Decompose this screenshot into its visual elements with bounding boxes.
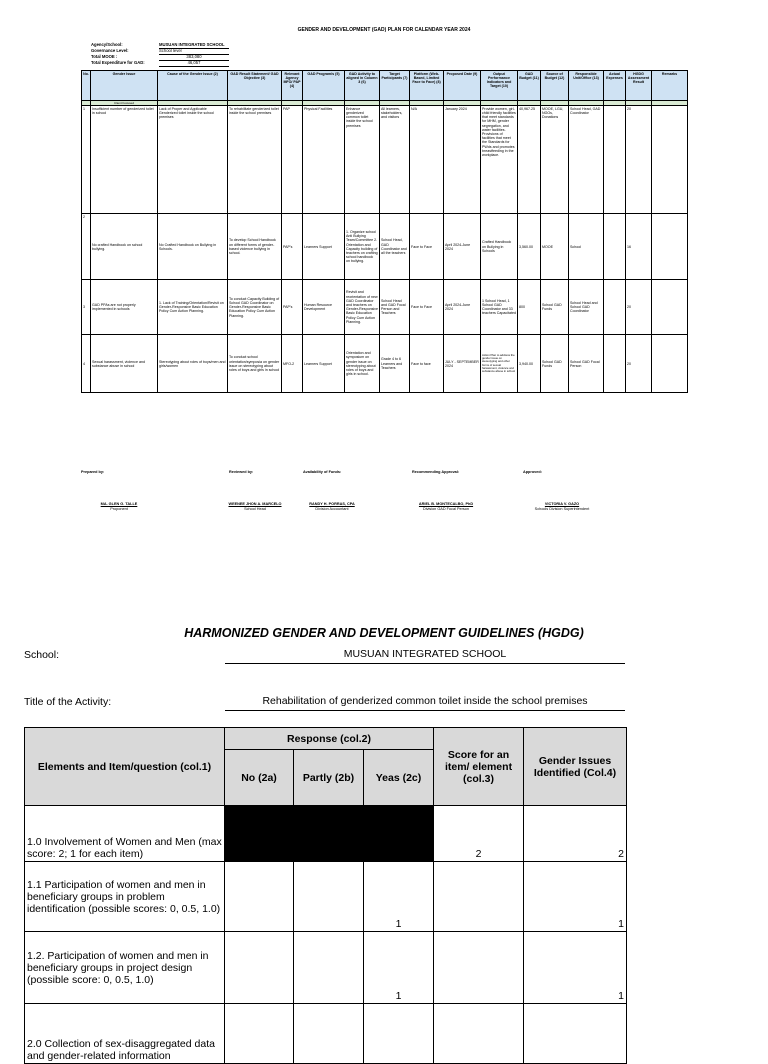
gender-issue-cell: No crafted Handbook on school bullying. (91, 214, 158, 280)
response-header: Response (col.2) (225, 728, 434, 750)
funds-label: Availability of Funds: (303, 470, 342, 474)
signatory-name: RANDY H. PORRAS, CPA (309, 502, 355, 506)
issues-header: Gender Issues Identified (Col.4) (524, 728, 627, 806)
reviewed-by-label: Reviewed by: (229, 470, 254, 474)
issues-cell (524, 1004, 627, 1064)
expenditure-value: 46,057 (159, 60, 229, 67)
col-header: Remarks (652, 71, 688, 101)
mfo-cell: PAP's (282, 280, 303, 335)
participants-cell: School Head, GAD Coordinator and all the teachers (380, 214, 410, 280)
budget-cell: 800 (518, 280, 541, 335)
mfo-cell: PAP's (282, 214, 303, 280)
col-header: Proposed Date (9) (444, 71, 481, 101)
issues-cell: 1 (524, 932, 627, 1004)
partly-header: Partly (2b) (294, 750, 364, 806)
col-header: Gender Issue (91, 71, 158, 101)
table-row (25, 1004, 627, 1064)
table-row (82, 280, 688, 335)
date-cell: April 2024-June 2024 (444, 214, 481, 280)
expenditure-label: Total Expenditure for GAD: (91, 60, 145, 65)
signatory-role: Proponent (110, 507, 128, 511)
hgdg-cell: 16 (626, 214, 652, 280)
col-header: Output Performance Indicators and Target (10) (481, 71, 518, 101)
mooe-label: Total MOOE : (91, 54, 118, 59)
objective-cell: To conduct school orientation/symposia on gender issue on stereotyping about roles of boys and girls in school (228, 335, 282, 393)
source-cell: School GAD Funds (541, 280, 569, 335)
remarks-cell (652, 214, 688, 280)
response-partly-cell (294, 1004, 364, 1064)
band-label: Client Focused (91, 101, 158, 106)
row-no: 4 (82, 335, 91, 393)
table-row (25, 862, 627, 932)
response-partly-cell (294, 862, 364, 932)
score-cell (434, 1004, 524, 1064)
response-no-cell (225, 806, 294, 862)
table-row (82, 335, 688, 393)
participants-cell: School Head and GAD Focal Person and Teachers (380, 280, 410, 335)
hgdg-cell: 20 (626, 335, 652, 393)
participants-cell: All learners, stakeholders, and visitors (380, 106, 410, 214)
budget-cell: 40,967.25 (518, 106, 541, 214)
score-header: Score for an item/ element (col.3) (434, 728, 524, 806)
response-yes-cell: 1 (364, 932, 434, 1004)
actual-cell (604, 106, 626, 214)
table-row (82, 214, 688, 280)
date-cell: April 2024-June 2024 (444, 280, 481, 335)
no-header: No (2a) (225, 750, 294, 806)
objective-cell: To conduct Capacity Building of School GAD Coordinator on Gender-Responsive Basic Education Policy Cum Action Planning. (228, 280, 282, 335)
activity-cell: Orientation and symposium on gender issue on stereotyping about roles of boys and girls in school. (345, 335, 380, 393)
response-yes-cell (364, 1004, 434, 1064)
agency-value: MUSUAN INTEGRATED SCHOOL (159, 42, 229, 49)
response-yes-cell: 1 (364, 862, 434, 932)
agency-label: Agency/School: (91, 42, 123, 47)
mooe-value: 383,080 (159, 54, 229, 61)
signatory-role: School Head (244, 507, 266, 511)
governance-value: School level (159, 48, 229, 55)
activity-cell: Enhance genderized common toilet inside the school premises (345, 106, 380, 214)
output-cell: 1 School Head, 1 School GAD Coordinator and 33 teachers Capacitated (481, 280, 518, 335)
budget-cell: 3,940.00 (518, 335, 541, 393)
response-partly-cell (294, 806, 364, 862)
col-header: HGDG Assessment Result (626, 71, 652, 101)
output-cell: Action Plan to address the gender issue on stereotyping and other forms of sexual harassment, violence and substance abuse in school (481, 335, 518, 393)
response-no-cell (225, 1004, 294, 1064)
program-cell: Physical Facilities (303, 106, 345, 214)
mfo-cell: PAP (282, 106, 303, 214)
gad-plan-title: GENDER AND DEVELOPMENT (GAD) PLAN FOR CALENDAR YEAR 2024 (297, 27, 471, 33)
gender-issue-cell: Insufficient number of genderized toilet in school (91, 106, 158, 214)
issues-cell: 2 (524, 806, 627, 862)
row-no: 3 (82, 280, 91, 335)
col-header: Relevant Agency MFO/ PAP (4) (282, 71, 303, 101)
signatory-name: VICTORIA V. GAZO (544, 502, 580, 506)
activity-cell: 1. Organize school Anti Bullying Team/Committee 2. Orientation and Capacity building of teachers on crafting school handbook on bullying. (345, 214, 380, 280)
score-cell (434, 862, 524, 932)
date-cell: JULY - SEPTEMBER 2024 (444, 335, 481, 393)
platform-cell: N/A (410, 106, 444, 214)
output-cell: Provide women, girl-child friendly facilities that meet standards for MHM, gender segregation, and water facilities. Provisions of facilities that meet the Standards for PWds and promotes breastfeeding in the workplace. (481, 106, 518, 214)
objective-cell: To develop School Handbook on different forms of gender-based violence bullying in school. (228, 214, 282, 280)
activity-cell: Revisit and reorientation of new GAD Coordinator and teachers on Gender-Responsive Basic Education Policy Cum Action Planning. (345, 280, 380, 335)
date-cell: January 2024 (444, 106, 481, 214)
program-cell: Human Resource Development (303, 280, 345, 335)
source-cell: MOOE (541, 214, 569, 280)
response-yes-cell (364, 806, 434, 862)
platform-cell: Face to face (410, 335, 444, 393)
remarks-cell (652, 280, 688, 335)
gender-issue-cell: Sexual harassment, violence and substance abuse in school (91, 335, 158, 393)
recommending-label: Recommending Approval: (412, 470, 460, 474)
signatory-name: ARIEL B. MONTECALBO, PhD (418, 502, 474, 506)
source-cell: MOOE, LGU, NGOs, Donations (541, 106, 569, 214)
hgdg-cell: 20 (626, 280, 652, 335)
cause-cell: No Crafted Handbook on Bullying in Schools. (158, 214, 228, 280)
school-value: MUSUAN INTEGRATED SCHOOL (225, 648, 625, 664)
gender-issue-cell: GAD PPAs are not properly implemented in schools (91, 280, 158, 335)
responsible-cell: School Head and School GAD Coordinator (569, 280, 604, 335)
col-header: GAD Result Statement/ GAD Objective (3) (228, 71, 282, 101)
element-text: 1.1 Participation of women and men in beneficiary groups in problem identification (possible scores: 0, 0.5, 1.0) (25, 862, 225, 932)
responsible-cell: School (569, 214, 604, 280)
responsible-cell: School GAD Focal Person (569, 335, 604, 393)
element-text: 1.0 Involvement of Women and Men (max score: 2; 1 for each item) (25, 806, 225, 862)
actual-cell (604, 280, 626, 335)
col-header: Platform (Web-Based, Limited Face to Face) (8) (410, 71, 444, 101)
signatory-role: Division GAD Focal Person (422, 507, 469, 511)
participants-cell: Grade 4 to 6 Learners and Teachers (380, 335, 410, 393)
table-row (25, 806, 627, 862)
hgdg-cell: 20 (626, 106, 652, 214)
hgdg-title: HARMONIZED GENDER AND DEVELOPMENT GUIDELINES (HGDG) (184, 626, 584, 640)
col-header: GAD Activity to aligned in Column 3 (6) (345, 71, 380, 101)
activity-title-value: Rehabilitation of genderized common toilet inside the school premises (225, 695, 625, 711)
remarks-cell (652, 335, 688, 393)
objective-cell: To rehabilitate genderized toilet inside the school premises (228, 106, 282, 214)
platform-cell: Face to Face (410, 280, 444, 335)
program-cell: Learners Support (303, 214, 345, 280)
activity-title-label: Title of the Activity: (24, 696, 112, 708)
score-cell: 2 (434, 806, 524, 862)
school-label: School: (24, 649, 60, 661)
actual-cell (604, 214, 626, 280)
signatory-name: WEENEE JHON A. MARCELO (228, 502, 282, 506)
hgdg-header-row (25, 728, 627, 750)
row-no: 2 (82, 214, 91, 280)
signatory-role: Schools Division Superintendent (534, 507, 590, 511)
yes-header: Yeas (2c) (364, 750, 434, 806)
element-text: 2.0 Collection of sex-disaggregated data and gender-related information (25, 1004, 225, 1064)
hgdg-table (24, 727, 627, 1064)
element-text: 1.2. Participation of women and men in beneficiary groups in project design (possible score: 0, 0.5, 1.0) (25, 932, 225, 1004)
remarks-cell (652, 106, 688, 214)
col-header: Cause of the Gender Issue (2) (158, 71, 228, 101)
governance-label: Governance Level: (91, 48, 129, 53)
col-header: No. (82, 71, 91, 101)
cause-cell: 1. Lack of Training/Orientation/Revisit on Gender-Responsive Basic Education Policy Cum Action Planning. (158, 280, 228, 335)
gad-header-row (82, 71, 688, 101)
actual-cell (604, 335, 626, 393)
source-cell: School GAD Funds (541, 335, 569, 393)
approved-label: Approved: (523, 470, 542, 474)
response-partly-cell (294, 932, 364, 1004)
table-row (82, 106, 688, 214)
signatory-name: MA. GLEN G. TALLE (100, 502, 138, 506)
score-cell (434, 932, 524, 1004)
output-cell: Crafted Handbook on Bullying in Schools (481, 214, 518, 280)
responsible-cell: School Head, GAD Coordinator (569, 106, 604, 214)
cause-cell: Lack of Proper and Applicable Genderized toilet inside the school premises (158, 106, 228, 214)
col-header: Target Participants (7) (380, 71, 410, 101)
prepared-by-label: Prepared by: (81, 470, 105, 474)
platform-cell: Face to Face (410, 214, 444, 280)
budget-cell: 3,560.00 (518, 214, 541, 280)
program-cell: Learners Support (303, 335, 345, 393)
mfo-cell: MFO-2 (282, 335, 303, 393)
col-header: GAD Program/s (5) (303, 71, 345, 101)
col-header: GAD Budget (11) (518, 71, 541, 101)
response-no-cell (225, 862, 294, 932)
elements-header: Elements and Item/question (col.1) (25, 728, 225, 806)
issues-cell: 1 (524, 862, 627, 932)
row-no: 1 (82, 106, 91, 214)
col-header: Responsible Unit/Office (13) (569, 71, 604, 101)
cause-cell: Stereotyping about roles of boys/men and girls/women (158, 335, 228, 393)
signatory-role: Division Accountant (315, 507, 349, 511)
gad-plan-table (81, 70, 688, 393)
table-row (25, 932, 627, 1004)
response-no-cell (225, 932, 294, 1004)
col-header: Actual Expenses (604, 71, 626, 101)
col-header: Source of Budget (12) (541, 71, 569, 101)
